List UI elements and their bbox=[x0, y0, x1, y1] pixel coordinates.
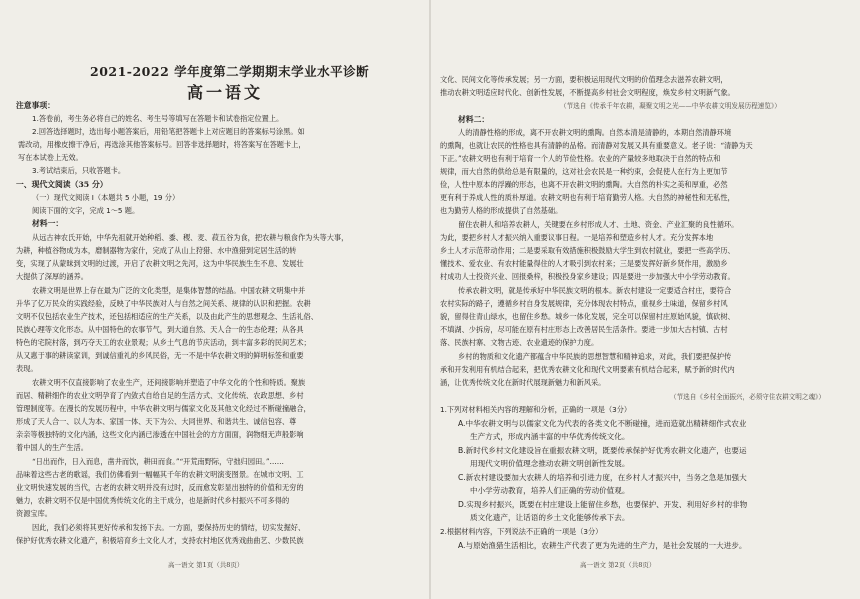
left-page-line: 而居、精耕细作的农业文明孕育了内敛式自给自足的生活方式、文化传统、农政思想、乡村 bbox=[16, 391, 304, 400]
page-footer-right: 高一语文 第2页（共8页） bbox=[580, 561, 656, 569]
right-page-line: 涵，让优秀传统文化在新时代展现新魅力和新风采。 bbox=[440, 378, 606, 387]
right-page-line: 下正。”农耕文明也有利于培育一个人的节俭性格。农业的产量较多地取决于自然的特点和 bbox=[440, 154, 721, 163]
left-page-line: 管理制度等。在漫长的发展历程中，中华农耕文明与儒家文化及其他文化经过不断碰撞融合， bbox=[16, 404, 311, 413]
left-page-line: 形成了天人合一、以人为本、家国一体、天下为公、大同世界、和谐共生、诚信包容、尊 bbox=[16, 417, 297, 426]
right-page-line: 不填湖、少拆房，尽可能在原有村庄形态上改善居民生活条件。要进一步加大古村镇、古村 bbox=[440, 325, 728, 334]
right-page-line: 1.下列对材料相关内容的理解和分析，正确的一项是（3分） bbox=[440, 405, 632, 414]
exam-title: 2021-2022 学年度第二学期期末学业水平诊断 bbox=[90, 64, 370, 79]
right-page-line: 乡村的物质和文化遗产都蕴含中华民族的思想智慧和精神追求，对此，我们要把保护传 bbox=[458, 352, 732, 361]
left-page-line: （一）现代文阅读 I（本题共 5 小题，19 分） bbox=[32, 193, 180, 202]
right-page-line: 承和开发利用有机结合起来，把优秀农耕文化和现代文明要素有机结合起来，赋予新的时代内 bbox=[440, 365, 735, 374]
left-page-line: 1.答卷前，考生务必将自己的姓名、考生号等填写在答题卡和试卷指定位置上。 bbox=[32, 114, 284, 123]
subject-title: 高一语文 bbox=[186, 83, 263, 102]
right-page-line: B.新时代乡村文化建设旨在重振农耕文明，既要传承保护好优秀农耕文化遗产，也要运 bbox=[458, 446, 747, 455]
right-page-line: 中小学劳动教育，培养人们正确的劳动价值观。 bbox=[470, 486, 630, 495]
left-page-line: 写在本试卷上无效。 bbox=[18, 153, 83, 162]
left-page-line: 从又惠于事的耕读家训，到诚信重礼的乡风民俗，无一不是中华农耕文明的鲜明标签和重要 bbox=[16, 351, 304, 360]
left-page-line: 因此，我们必须将其更好传承和发扬下去。一方面，要保持历史的情结，切实发掘好、 bbox=[32, 523, 306, 532]
right-page-line: D.实现乡村振兴，既要在村庄建设上能留住乡愁，也要保护、开发、利用好乡村的非物 bbox=[458, 500, 748, 509]
left-page-line: 资源宝库。 bbox=[16, 509, 52, 518]
left-page-line: 文明不仅包括农业生产技术，还包括相适应的生产关系，以及由此产生的思想观念、生活礼俗、 bbox=[16, 312, 318, 321]
right-page-line: 生产方式，形成内涵丰富的中华优秀传统文化。 bbox=[470, 432, 630, 441]
right-page-line: 村成功人士投资兴业、回报桑梓，积极投身家乡建设；四是要进一步加强大中小学劳动教育。 bbox=[440, 272, 735, 281]
left-page-line: 着中国人的生产生活。 bbox=[16, 443, 88, 452]
right-page-line: 俭，人性中原本的浮躁的形态，也离不开农耕文明的熏陶。大自然的朴实之美和厚重，必然 bbox=[440, 180, 728, 189]
left-page-line: 农耕文明不仅直接影响了农业生产，还间接影响并塑造了中华文化的个性和特质。聚族 bbox=[32, 378, 306, 387]
left-page-line: 大提供了深厚的涵养。 bbox=[16, 272, 88, 281]
left-page-line: 农耕文明是世界上存在最为广泛的文化类型，是集体智慧的结晶。中国农耕文明集中并 bbox=[32, 286, 306, 295]
left-page-line: 民族心理等文化形态。从中国特色的农事节气，到大道自然、天人合一的生态伦理；从各具 bbox=[16, 325, 304, 334]
right-page-line: A.与原始渔猎生活相比，农耕生产代表了更为先进的生产力，是社会发展的一大进步。 bbox=[458, 541, 747, 550]
page-right bbox=[430, 0, 860, 599]
right-page-line: 推动农耕文明适应时代化、创新性发展，不断提高乡村社会文明程度，焕发乡村文明新气象。 bbox=[440, 88, 735, 97]
right-page-line: 落、民族村寨、文物古迹、农业遗迹的保护力度。 bbox=[440, 338, 599, 347]
page-footer-left: 高一语文 第1页（共8页） bbox=[168, 561, 244, 569]
right-page-line: 文化、民间文化等传承发展；另一方面，要积极运用现代文明的价值理念去滋养农耕文明， bbox=[440, 75, 728, 84]
right-page-line: 的熏陶，也就让农民的性格也具有清静的品格。而清静对发展又具有重要意义。老子说：“清静为天 bbox=[440, 141, 753, 150]
left-page-line: 材料一： bbox=[32, 219, 64, 228]
right-page-line: （节选自《传承千年农耕，凝聚文明之光——中华农耕文明发展历程速览》） bbox=[560, 102, 781, 110]
right-page-line: C.新农村建设要加大农耕人的培养和引进力度，在乡村人才振兴中，当务之急是加强大 bbox=[458, 473, 747, 482]
left-page-line: 变，实现了从蒙昧到文明的过渡，开启了农耕文明之先河，这为中华民族生生不息、发展壮 bbox=[16, 259, 304, 268]
left-page-line: 需改动，用橡皮擦干净后，再选涂其他答案标号。回答非选择题时，将答案写在答题卡上， bbox=[18, 140, 306, 149]
right-page-line: 也为勤劳人格的形成提供了自然基础。 bbox=[440, 206, 563, 215]
left-page-line: 阅读下面的文字，完成 1～5 题。 bbox=[32, 206, 140, 215]
left-page-line: 升华了亿万民众的实践经验，反映了中华民族对人与自然之间关系、规律的认识和把握。农耕 bbox=[16, 299, 311, 308]
left-page-line: 业文明快速发展的当代，古老的农耕文明并没有过时，反而愈发彰显出独特的价值和无穷的 bbox=[16, 483, 304, 492]
left-page-line: 特色的宅院村落，到巧夺天工的农业景观；从乡土气息的节庆活动，到丰富多彩的民间艺术； bbox=[16, 338, 311, 347]
right-page-line: 留住农耕人和培养农耕人，关键要在乡村形成人才、土地、资金、产业汇聚的良性循环。 bbox=[458, 220, 739, 229]
right-page-line: 乡土人才示范带动作用；二是要采取有效措施积极鼓励大学生到农村就业，要把一些高学历、 bbox=[440, 246, 735, 255]
left-page-line: “日出而作，日入而息，凿井而饮，耕田而食。”“开荒南野际，守拙归园田。”…… bbox=[32, 457, 284, 466]
right-page-line: 规律，而大自然的供给总是有限量的，这对社会农民是一种约束，会促使人在行为上更加节 bbox=[440, 167, 728, 176]
right-page-line: 传承农耕文明，就是传承好中华民族文明的根本。新农村建设一定要适合村庄，要符合 bbox=[458, 286, 732, 295]
right-page-line: 2.根据材料内容，下列说法不正确的一项是（3分） bbox=[440, 527, 603, 536]
left-page-line: 亲亲等极独特的文化内涵，这些文化内涵已渗透在中国社会的方方面面，润物细无声般影响 bbox=[16, 430, 304, 439]
right-page-line: 更有利于养成人性的质朴厚道。农耕文明也有利于培育勤劳人格。大自然的神秘性和无私性， bbox=[440, 193, 735, 202]
left-page-line: 魅力，农耕文明不仅是中国优秀传统文化的主干成分，也是新时代乡村振兴不可多得的 bbox=[16, 496, 290, 505]
right-page-line: 农村实际的路子，遵循乡村自身发展规律，充分体现农村特点，重视乡土味道，保留乡村风 bbox=[440, 299, 728, 308]
left-page-line: 为耕，种植谷物成为本，磨制器物为家什，完成了从山上狩猎、水中渔猎到定居生活的转 bbox=[16, 246, 297, 255]
left-page-line: 注意事项： bbox=[16, 101, 55, 110]
left-page-line: 从远古神农氏开始，中华先祖就开始种稻、黍、稷、麦、菽五谷为食，把农耕与粮食作为头等大事， bbox=[32, 233, 349, 242]
left-page-line: 品味着这些古老的歌谣，我们仿佛看到一幅幅其千年的农耕文明演变图景。在城市文明、工 bbox=[16, 470, 304, 479]
left-page-line: 表现。 bbox=[16, 364, 38, 373]
right-page-line: （节选自《乡村全面振兴，必须守住农耕文明之魂》） bbox=[670, 393, 825, 401]
right-page-line: 用现代文明价值理念推动农耕文明创新性发展。 bbox=[470, 459, 630, 468]
right-page-line: 懂技术、爱农业、有农村能量得住的人才吸引到农村来；三是要发挥好新乡贤作用，激励乡 bbox=[440, 259, 728, 268]
right-page-line: 貌，留得住青山绿水，也留住乡愁。城乡一体化发展，完全可以保留村庄原始风貌，慎砍树、 bbox=[440, 312, 735, 321]
right-page-line: A.中华农耕文明与以儒家文化为代表的各类文化不断碰撞，进而造就出精耕细作式农业 bbox=[458, 419, 747, 428]
left-page-line: 一、现代文阅读（35 分） bbox=[16, 180, 108, 189]
left-page-line: 保护好优秀农耕文化遗产，积极培育乡土文化人才，支持农村地区优秀戏曲曲艺、少数民族 bbox=[16, 536, 304, 545]
right-page-line: 人的清静性格的形成，离不开农耕文明的熏陶。自然本清是清静的，本期自然清静环境 bbox=[458, 128, 732, 137]
left-page-line: 3.考试结束后，只收答题卡。 bbox=[32, 166, 126, 175]
left-page-line: 2.回答选择题时，选出每小题答案后，用铅笔把答题卡上对应题目的答案标号涂黑。如 bbox=[32, 127, 305, 136]
right-page-line: 材料二： bbox=[458, 115, 490, 124]
right-page-line: 为此，要把乡村人才振兴纳入重要议事日程。一是培养和塑造乡村人才。充分发挥本地 bbox=[440, 233, 714, 242]
right-page-line: 质文化遗产，让话语的乡土文化能够传承下去。 bbox=[470, 513, 630, 522]
